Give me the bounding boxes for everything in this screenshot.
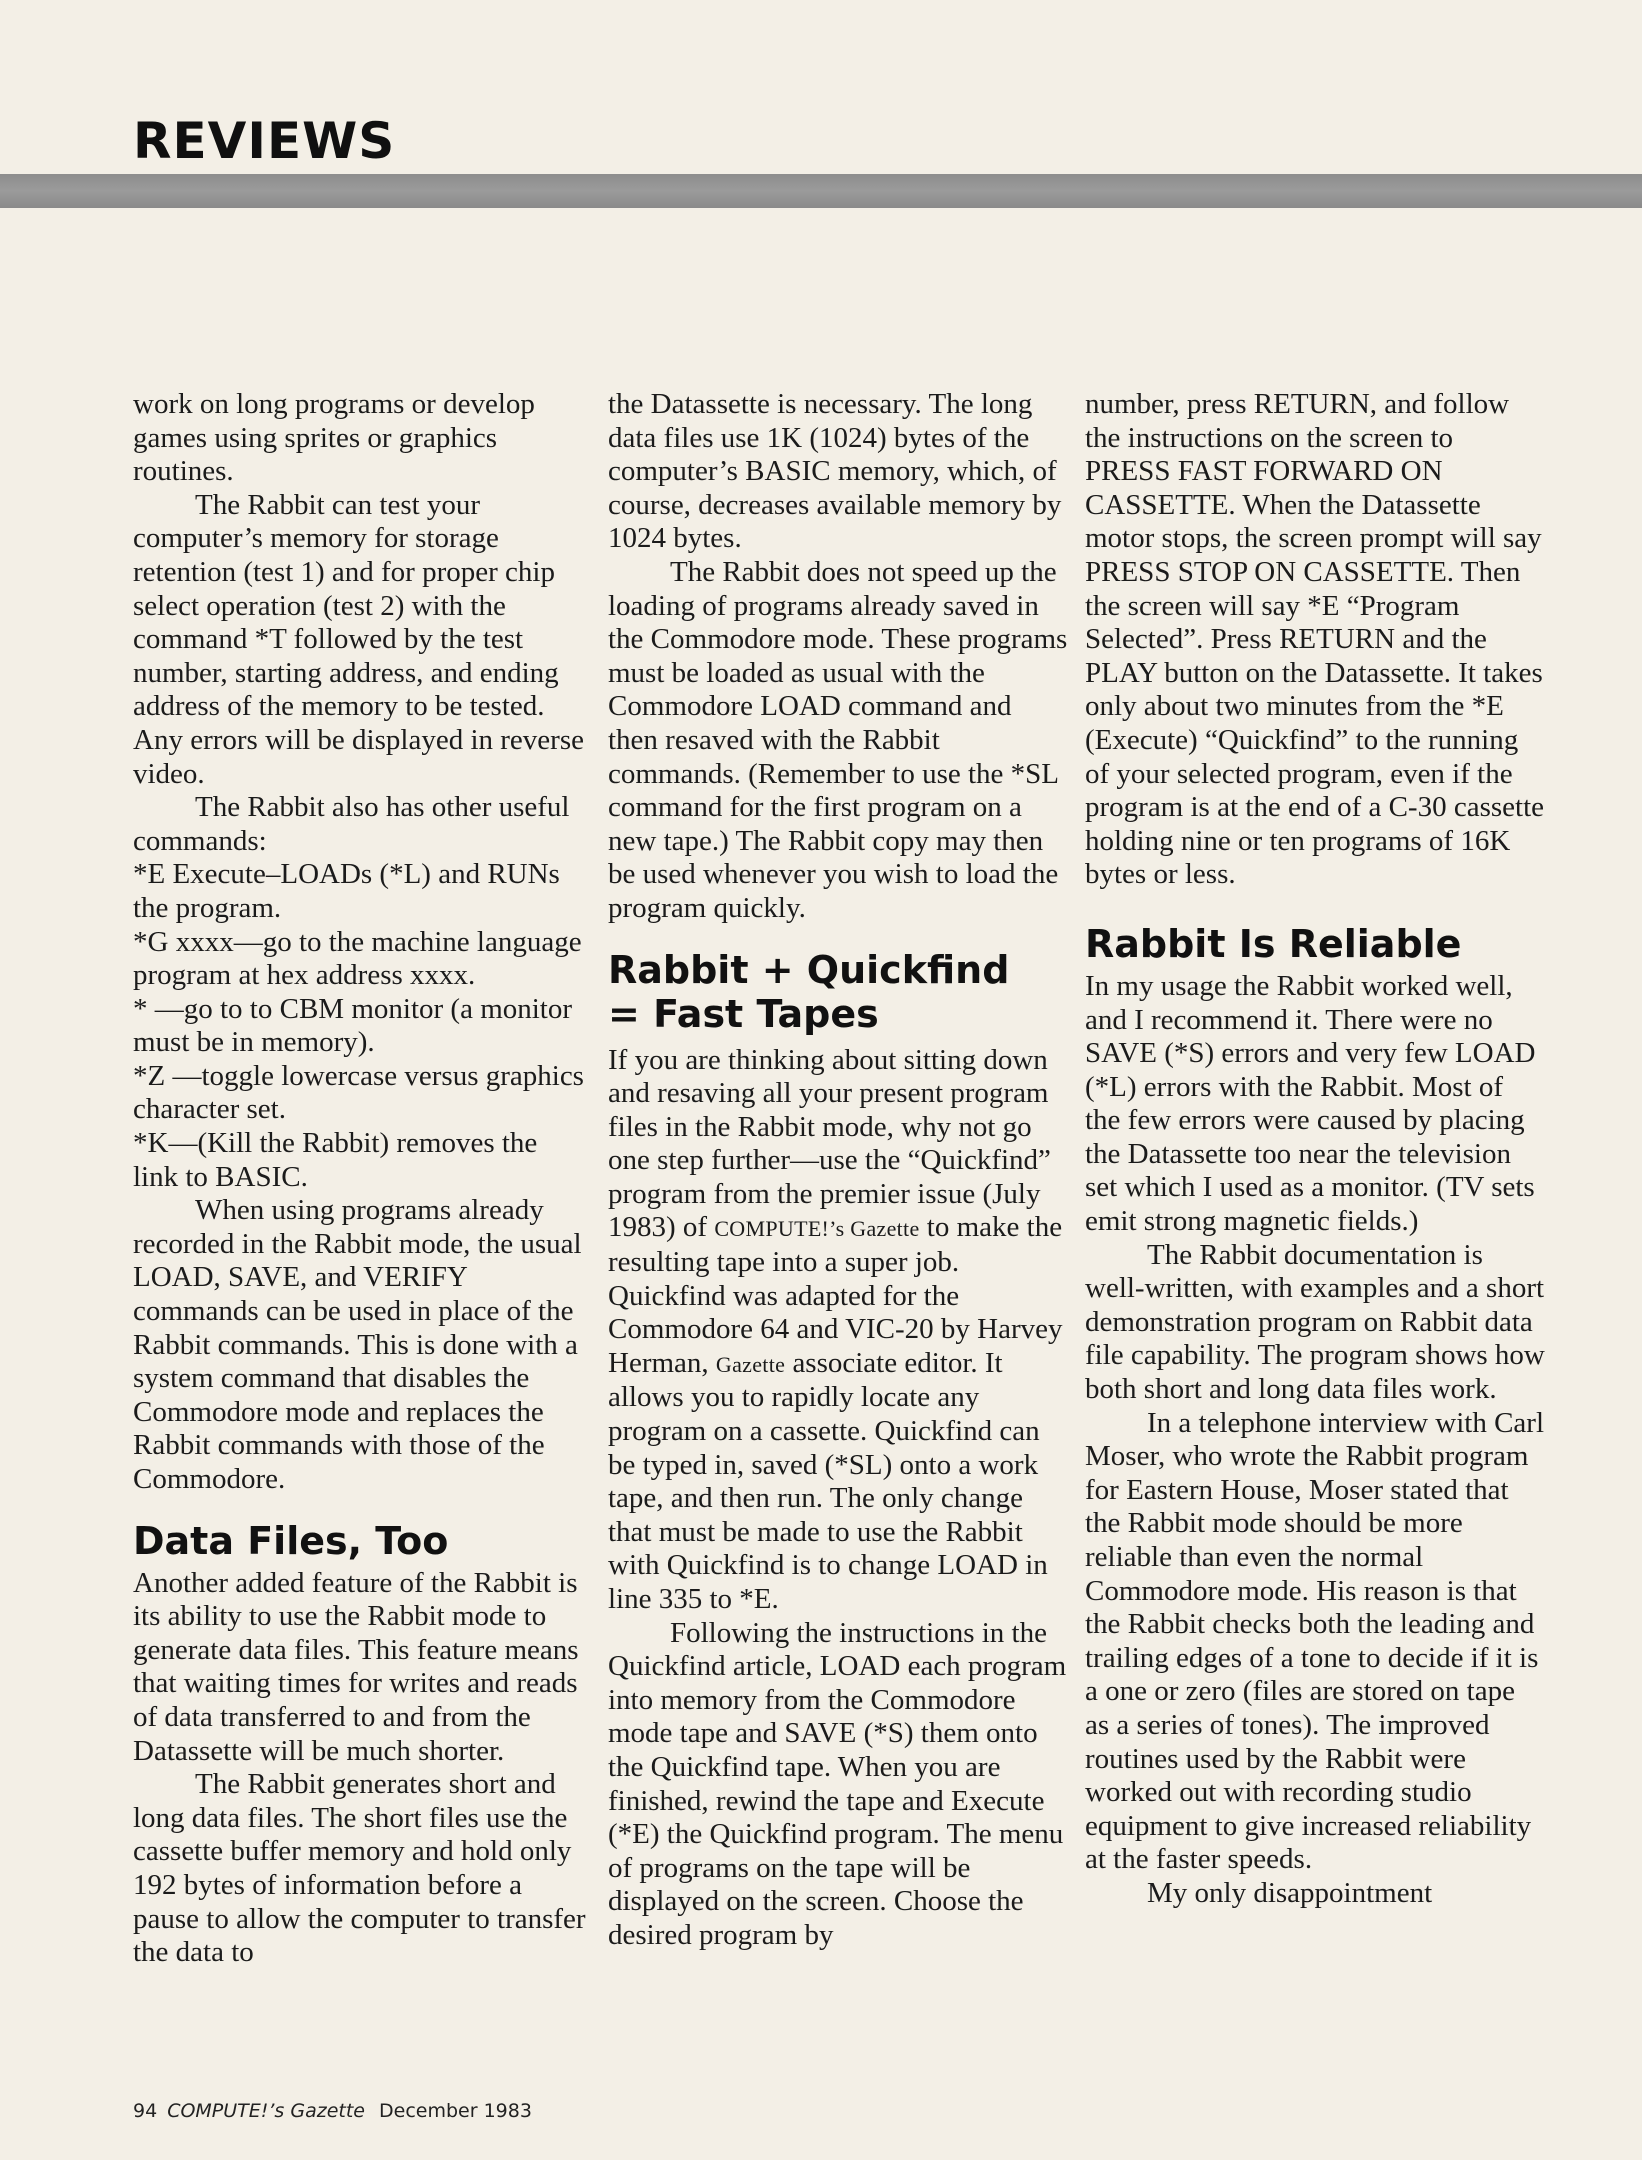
subheading-rabbit-quickfind — [608, 948, 1068, 1036]
subheading-line: Rabbit + Quickfind — [608, 947, 1010, 992]
paragraph: the Datassette is necessary. The long data files use 1K (1024) bytes of the computer’s BASIC memory, which, of course, decreases available memory by 1024 bytes. — [608, 388, 1062, 555]
column-3 — [1085, 388, 1545, 1911]
paragraph: My only disappointment — [1147, 1876, 1433, 1909]
footer-publication: COMPUTE!’s Gazette — [167, 2100, 365, 2122]
paragraph: When using programs already recorded in the Rabbit mode, the usual LOAD, SAVE, and VERIFY commands can be used in place of the Rabbit commands. This is done with a system command that disables the Commodore mode and replaces the Rabbit commands with those of the Commodore. — [133, 1194, 582, 1495]
command-item: *E Execute–LOADs (*L) and RUNs the program. — [133, 858, 560, 924]
paragraph: In a telephone interview with Carl Moser, who wrote the Rabbit program for Eastern House, Moser stated that the Rabbit mode should be more reliable than even the normal Commodore mode. His reason is that the Rabbit checks both the leading and trailing edges of a tone to decide if it is a one or zero (files are stored on tape as a series of tones). The improved routines used by the Rabbit were worked out with recording studio equipment to give increased reliability at the faster speeds. — [1085, 1406, 1545, 1876]
section-label: REVIEWS — [133, 112, 396, 170]
paragraph — [608, 1044, 1068, 1617]
paragraph: Another added feature of the Rabbit is its ability to use the Rabbit mode to generate data files. This feature means that waiting times for writes and reads of data transferred to and from the Datassette will be much shorter. — [133, 1566, 579, 1767]
paragraph: In my usage the Rabbit worked well, and I recommend it. There were no SAVE (*S) errors and very few LOAD (*L) errors with the Rabbit. Most of the few errors were caused by placing the Datassette too near the television set which I used as a monitor. (TV sets emit strong magnetic fields.) — [1085, 969, 1536, 1238]
paragraph: The Rabbit generates short and long data files. The short files use the cassette buffer memory and hold only 192 bytes of information before a pause to allow the computer to transfer the data to — [133, 1768, 586, 1969]
subheading-line: = Fast Tapes — [608, 991, 879, 1036]
text-run: If you are thinking about sitting down and resaving all your present program files in the Rabbit mode, why not go one step further—use the “Quickfind” program from the premier issue (July 1983) of — [608, 1043, 1051, 1244]
page-number: 94 — [133, 2100, 158, 2122]
publication-name: Gazette — [715, 1351, 786, 1377]
paragraph: work on long programs or develop games using sprites or graphics routines. — [133, 388, 535, 488]
command-item: *K—(Kill the Rabbit) removes the link to BASIC. — [133, 1127, 538, 1193]
paragraph: The Rabbit can test your computer’s memory for storage retention (test 1) and for proper chip select operation (test 2) with the command *T followed by the test number, starting address, and ending address of the memory to be tested. Any errors will be displayed in reverse video. — [133, 488, 584, 790]
header-rule — [0, 174, 1642, 208]
paragraph: The Rabbit does not speed up the loading of programs already saved in the Commodore mode. These programs must be loaded as usual with the Commodore LOAD command and then resaved with the Rabbit commands. (Remember to use the *SL command for the first program on a new tape.) The Rabbit copy may then be used whenever you wish to load the program quickly. — [608, 555, 1068, 924]
command-item: * —go to to CBM monitor (a monitor must be in memory). — [133, 992, 573, 1059]
page-footer — [133, 2100, 532, 2122]
command-item: *Z —toggle lowercase versus graphics character set. — [133, 1059, 584, 1126]
column-2 — [608, 388, 1068, 1953]
paragraph: number, press RETURN, and follow the instructions on the screen to PRESS FAST FORWARD ON CASSETTE. When the Datassette motor stops, the screen prompt will say PRESS STOP ON CASSETTE. Then the screen will say *E “Program Selected”. Press RETURN and the PLAY button on the Datassette. It takes only about two minutes from the *E (Execute) “Quickfind” to the running of your selected program, even if the program is at the end of a C-30 cassette holding nine or ten programs of 16K bytes or less. — [1085, 388, 1545, 891]
command-item: *G xxxx—go to the machine language program at hex address xxxx. — [133, 925, 582, 992]
subheading-data-files: Data Files, Too — [133, 1518, 449, 1563]
publication-name: COMPUTE!’s Gazette — [714, 1216, 920, 1242]
column-1 — [133, 388, 588, 1970]
footer-date: December 1983 — [379, 2100, 532, 2122]
paragraph: The Rabbit documentation is well-written, with examples and a short demonstration program on Rabbit data file capability. The program shows how both short and long data files work. — [1085, 1238, 1545, 1406]
text-run: to make the resulting tape into a super job. Quickfind was adapted for the Commodore 64 and VIC-20 by Harvey Herman, — [608, 1211, 1063, 1379]
text-run: associate editor. It allows you to rapidly locate any program on a cassette. Quickfind can be typed in, saved (*SL) onto a work tape, and then run. The only change that must be made to use the Rabbit with Quickfind is to change LOAD in line 335 to *E. — [608, 1346, 1048, 1615]
paragraph: The Rabbit also has other useful commands: — [133, 791, 570, 857]
subheading-rabbit-reliable: Rabbit Is Reliable — [1085, 921, 1462, 966]
paragraph: Following the instructions in the Quickfind article, LOAD each program into memory from the Commodore mode tape and SAVE (*S) them onto the Quickfind tape. When you are finished, rewind the tape and Execute (*E) the Quickfind program. The menu of programs on the tape will be displayed on the screen. Choose the desired program by — [608, 1616, 1067, 1951]
